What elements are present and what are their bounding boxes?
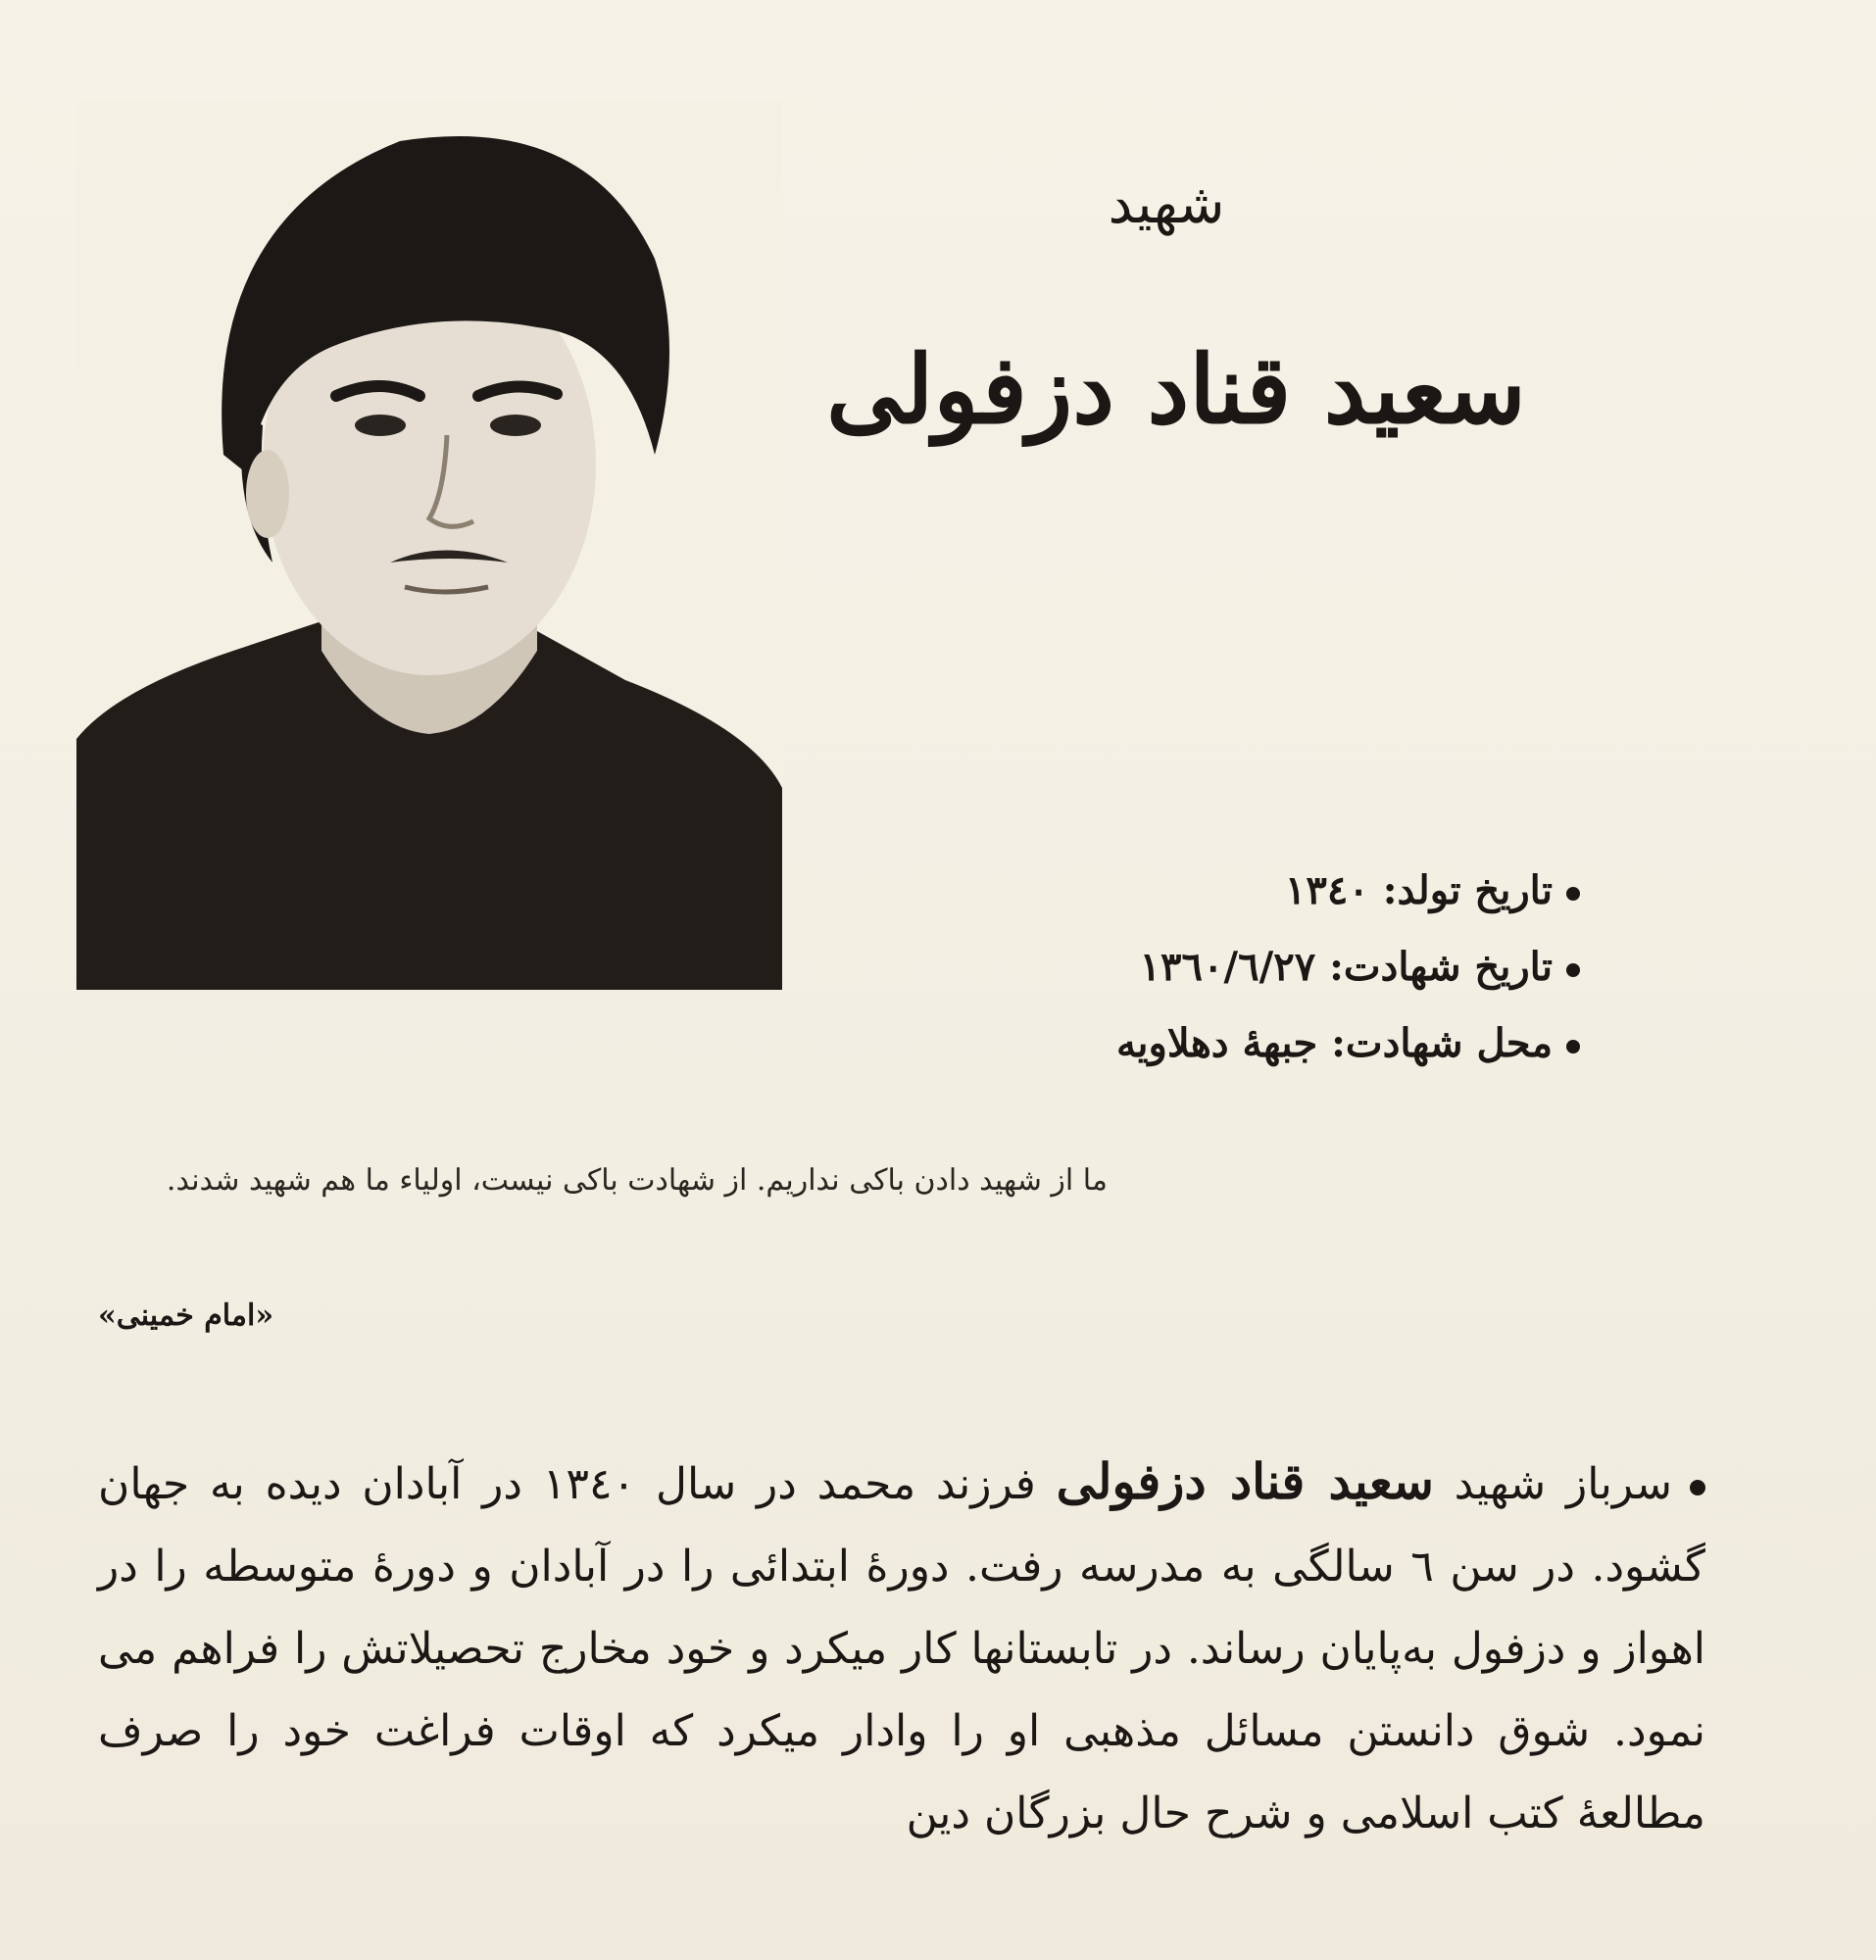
heading-name: سعید قناد دزفولی <box>826 334 1526 445</box>
quote-source: «امام خمینی» <box>98 1298 274 1333</box>
bio-text: فرزند محمد در سال ۱۳٤۰ در آبادان دیده به جهان گشود. در سن ٦ سالگی به مدرسه رفت. دورهٔ ابتدائی را در آبادان و دورهٔ متوسطه را در اهواز و دزفول به‌پایان رساند. در تابستانها کار میکرد و خود مخارج تحصیلاتش را فراهم می نمود. شوق دانستن مسائل مذهبی او را وادار میکرد که اوقات فراغت خود را صرف مطالعهٔ کتب اسلامی و شرح حال بزرگان دین <box>98 1459 1705 1838</box>
quote-text: ما از شهید دادن باکی نداریم. از شهادت باکی نیست، اولیاء ما هم شهید شدند. <box>166 1163 1108 1198</box>
biography-paragraph <box>98 1441 1705 1855</box>
fact-martyrdom-place: محل شهادت: جبههٔ دهلاویه <box>894 1005 1580 1082</box>
fact-martyrdom-date: تاریخ شهادت: ۱۳٦۰/٦/۲۷ <box>894 929 1580 1005</box>
bullet-icon <box>1566 1040 1580 1054</box>
fact-birth-date: تاریخ تولد: ۱۳٤۰ <box>894 853 1580 929</box>
bio-name: سعید قناد دزفولی <box>1056 1452 1434 1510</box>
facts-list <box>894 853 1580 1082</box>
bullet-icon <box>1690 1480 1705 1495</box>
heading-martyr: شهید <box>1108 172 1225 236</box>
bio-lead: سرباز شهید <box>1454 1459 1672 1509</box>
portrait-photo <box>76 102 782 990</box>
bullet-icon <box>1566 963 1580 977</box>
bullet-icon <box>1566 887 1580 901</box>
